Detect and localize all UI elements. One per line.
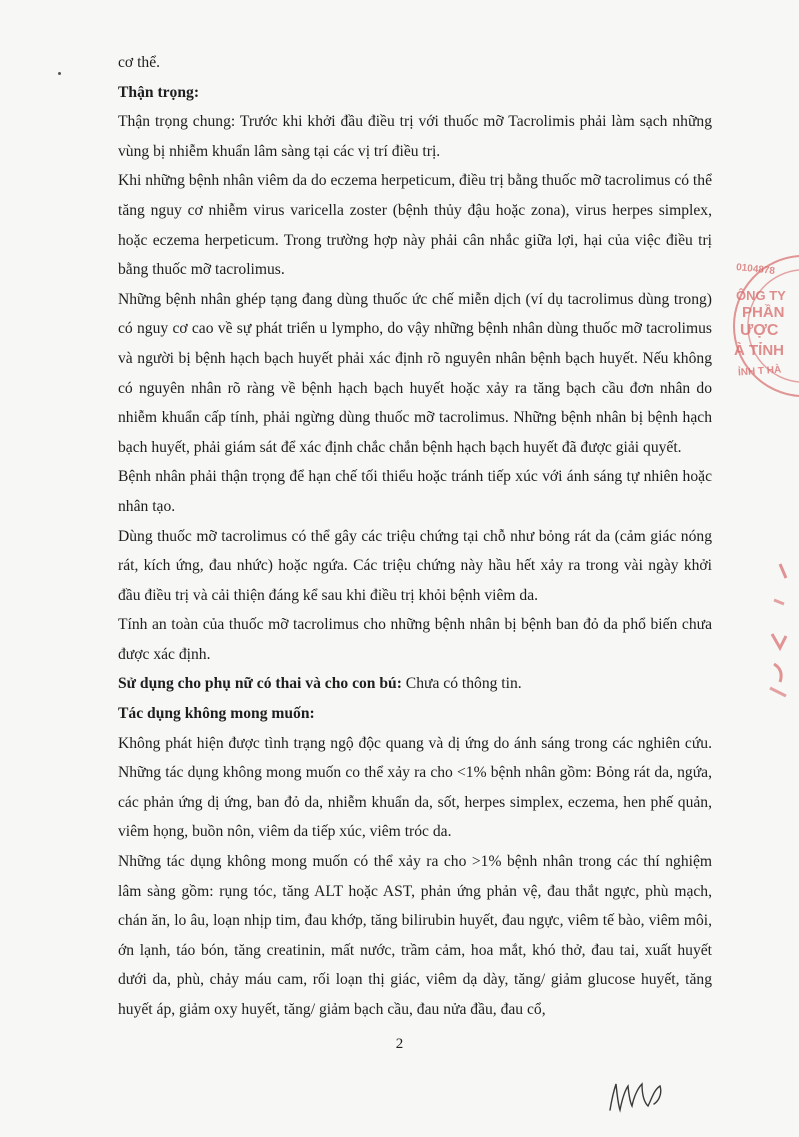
heading-precautions: Thận trọng: [118, 83, 200, 101]
paragraph-eczema-herpeticum: Khi những bệnh nhân viêm da do eczema herpeticum, điều trị bằng thuốc mỡ tacrolimus có thể tăng nguy cơ nhiễm virus varicella zoster (bệnh thủy đậu hoặc zona), virus herpes simplex, hoặc eczema herpeticum. Trong trường hợp này phải cân nhắc giữa lợi, hại của việc điều trị bằng thuốc mỡ tacrolimus. [118, 172, 712, 279]
paragraph-safety-erythroderma: Tính an toàn của thuốc mỡ tacrolimus cho những bệnh nhân bị bệnh ban đỏ da phổ biến chưa được xác định. [118, 616, 712, 663]
heading-adverse-effects: Tác dụng không mong muốn: [118, 705, 315, 723]
side-stamp-fragment-icon [760, 560, 799, 720]
paragraph-light-exposure: Bệnh nhân phải thận trọng để hạn chế tối thiểu hoặc tránh tiếp xúc với ánh sáng tự nhiên hoặc nhân tạo. [118, 468, 712, 515]
stamp-line-province: À TỈNH [734, 342, 784, 359]
stamp-line-bottom: ỈNH T HÀ [737, 364, 782, 379]
paragraph-local-symptoms: Dùng thuốc mỡ tacrolimus có thể gây các triệu chứng tại chỗ như bỏng rát da (cảm giác nóng rát, kích ứng, đau nhức) hoặc ngứa. Các triệu chứng này hầu hết xảy ra trong vài ngày khởi đầu điều trị và cải thiện đáng kể sau khi điều trị khỏi bệnh viêm da. [118, 527, 712, 604]
scan-speck [58, 72, 61, 75]
document-body [118, 48, 712, 1025]
stamp-number: 0104878 [735, 261, 776, 278]
paragraph-transplant-lymphoma: Những bệnh nhân ghép tạng đang dùng thuốc ức chế miễn dịch (ví dụ tacrolimus dùng trong) có nguy cơ cao về sự phát triển u lympho, do vậy những bệnh nhân dùng thuốc mỡ tacrolimus và người bị bệnh hạch bạch huyết phải xác định rõ nguyên nhân bệnh bạch huyết. Nếu không có nguyên nhân rõ ràng về bệnh hạch bạch huyết hoặc xảy ra tăng bạch cầu đơn nhân do nhiễm khuẩn cấp tính, phải ngừng dùng thuốc mỡ tacrolimus. Những bệnh nhân bị bệnh hạch bạch huyết, phải giám sát để xác định chắc chắn bệnh hạch bạch huyết đã được giải quyết. [118, 290, 712, 456]
paragraph-continuation: cơ thể. [118, 54, 161, 71]
stamp-line-pharma: ƯỢC [740, 322, 779, 339]
page-number: 2 [395, 1036, 404, 1052]
paragraph-adverse-more-1pct: Những tác dụng không mong muốn có thể xảy ra cho >1% bệnh nhân trong các thí nghiệm lâm sàng gồm: rụng tóc, tăng ALT hoặc AST, phản ứng phản vệ, đau thắt ngực, phù mạch, chán ăn, lo âu, loạn nhịp tim, đau khớp, tăng bilirubin huyết, đau ngực, viêm tế bào, viêm môi, ớn lạnh, táo bón, tăng creatinin, mất nước, trầm cảm, hoa mắt, khó thở, đau tai, xuất huyết dưới da, phù, chảy máu cam, rối loạn thị giác, viêm dạ dày, tăng/ giảm glucose huyết, tăng huyết áp, giảm oxy huyết, tăng/ giảm bạch cầu, đau nửa đầu, đau cổ, [118, 853, 712, 1018]
handwritten-signature-icon [604, 1072, 674, 1117]
stamp-line-share: PHẦN [742, 304, 785, 321]
stamp-line-company: ÔNG TY [736, 288, 786, 303]
paragraph-general-precaution: Thận trọng chung: Trước khi khởi đầu điều trị với thuốc mỡ Tacrolimis phải làm sạch những vùng bị nhiễm khuẩn lâm sàng tại các vị trí điều trị. [118, 113, 712, 160]
paragraph-adverse-less-1pct: Không phát hiện được tình trạng ngộ độc quang và dị ứng do ánh sáng trong các nghiên cứu. Những tác dụng không mong muốn co thể xảy ra cho <1% bệnh nhân gồm: Bỏng rát da, ngứa, các phản ứng dị ứng, ban đỏ da, nhiễm khuẩn da, sốt, herpes simplex, eczema, hen phế quản, viêm họng, buồn nôn, viêm da tiếp xúc, viêm tróc da. [118, 734, 712, 841]
heading-pregnancy: Sử dụng cho phụ nữ có thai và cho con bú: [118, 675, 402, 693]
company-stamp [728, 252, 799, 402]
paragraph-pregnancy: Sử dụng cho phụ nữ có thai và cho con bú: Chưa có thông tin. [118, 675, 522, 693]
